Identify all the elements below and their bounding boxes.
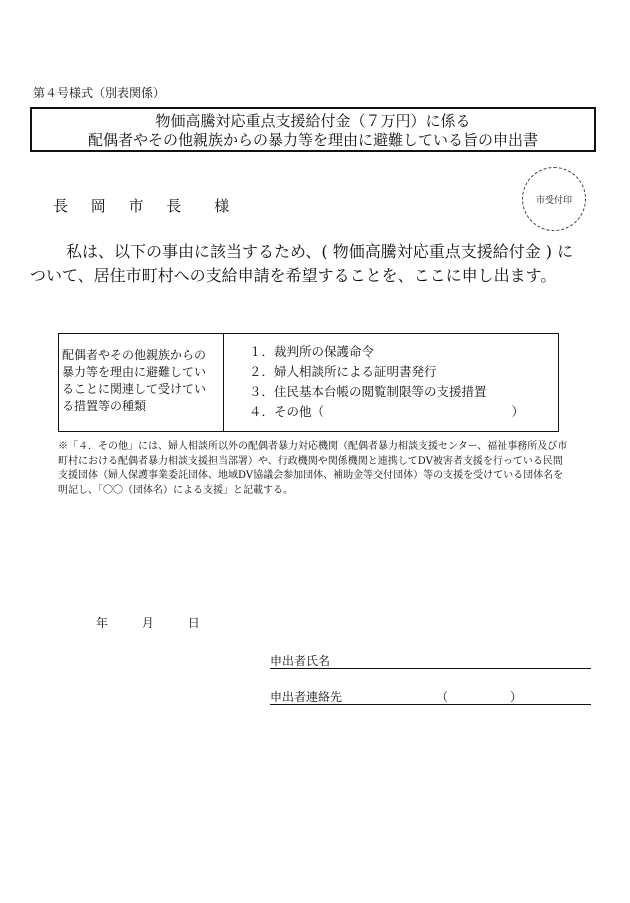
document-title — [30, 107, 596, 152]
declaration — [30, 240, 598, 288]
applicant-contact-field[interactable] — [270, 688, 591, 705]
option-other[interactable]: ４．その他（ ） — [249, 404, 525, 419]
paren-close: ） — [510, 690, 523, 704]
measures-label-cell — [59, 334, 224, 431]
form-number: 第４号様式（別表関係） — [33, 86, 166, 100]
date-year: 年 — [96, 616, 109, 630]
stamp-label: 市受付印 — [535, 195, 572, 206]
applicant-contact-label: 申出者連絡先 — [270, 690, 343, 704]
reception-stamp — [522, 167, 586, 231]
date-field[interactable] — [96, 614, 200, 631]
addressee: 長 岡 市 長 様 — [53, 197, 239, 215]
measures-label-line: 暴力等を理由に避難してい — [62, 365, 207, 379]
applicant-name-field[interactable] — [270, 652, 591, 669]
option-registry-restriction[interactable]: ３．住民基本台帳の閲覧制限等の支援措置 — [249, 384, 487, 399]
measures-table — [58, 333, 559, 432]
footnote: ※「４．その他」には、婦人相談所以外の配偶者暴力対応機関（配偶者暴力相談支援センター、福祉事務所及び市町村における配偶者暴力相談支援担当部署）や、行政機関や関係機関と連携してDV被害者支援を行っている民間支援団体（婦人保護事業委託団体、地域DV協議会参加団体、補助金等交付団体）等の支援を受けている団体名を明記し、「〇〇（団体名）による支援」と記載する。 — [58, 441, 568, 496]
measures-label-line: る措置等の種類 — [62, 399, 147, 413]
applicant-name-label: 申出者氏名 — [270, 654, 331, 668]
measures-label-line: ることに関連して受けてい — [62, 382, 207, 396]
paren-open: （ — [436, 690, 449, 704]
date-day: 日 — [187, 616, 200, 630]
declaration-line-2: ついて、居住市町村への支給申請を希望することを、ここに申し出ます。 — [30, 266, 557, 285]
date-month: 月 — [141, 616, 154, 630]
measures-label-line: 配偶者やその他親族からの — [62, 348, 207, 362]
option-court-order[interactable]: １．裁判所の保護命令 — [249, 344, 375, 359]
title-line-1: 物価高騰対応重点支援給付金（７万円）に係る — [155, 112, 471, 130]
measures-options-cell — [224, 334, 558, 431]
title-line-2: 配偶者やその他親族からの暴力等を理由に避難している旨の申出書 — [87, 131, 538, 149]
option-certificate[interactable]: ２．婦人相談所による証明書発行 — [249, 364, 437, 379]
declaration-line-1: 私は、以下の事由に該当するため、( 物価高騰対応重点支援給付金 ) に — [66, 242, 574, 261]
